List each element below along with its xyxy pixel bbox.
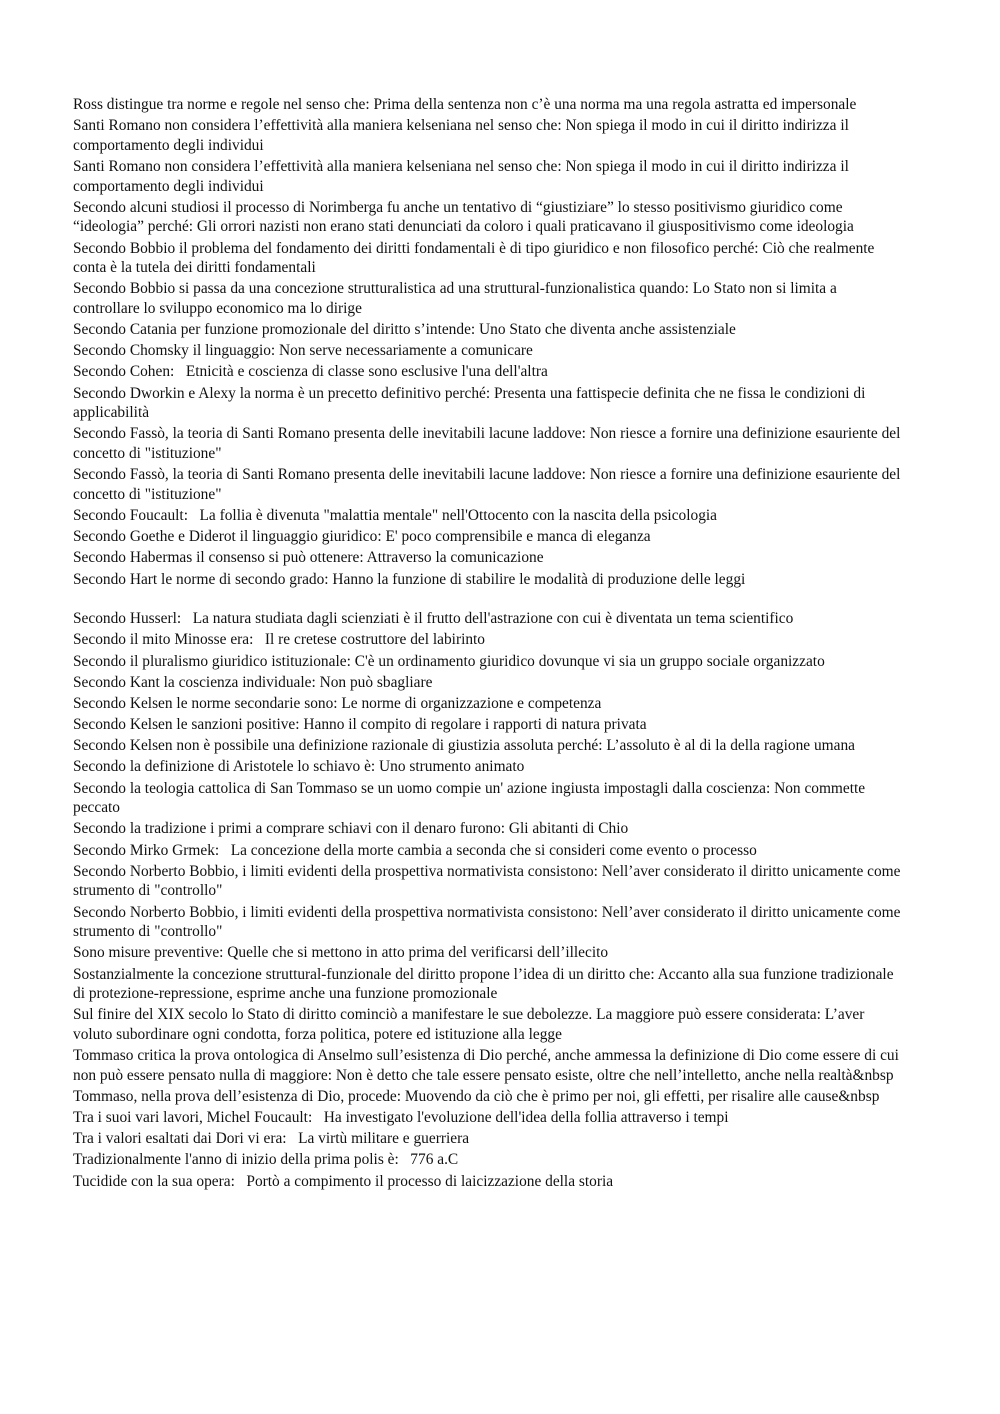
list-item: Tradizionalmente l'anno di inizio della prima polis è: 776 a.C [73,1151,459,1169]
list-item: Secondo Fassò, la teoria di Santi Romano presenta delle inevitabili lacune laddove: Non riesce a fornire una definizione esauriente del concetto di "istituzione" [73,425,905,463]
list-item: Secondo Hart le norme di secondo grado: Hanno la funzione di stabilire le modalità di produzione delle leggi [73,570,746,588]
list-item: Secondo Kelsen non è possibile una definizione razionale di giustizia assoluta perché: L’assoluto è al di la della ragione umana [73,737,855,755]
list-item: Sostanzialmente la concezione struttural-funzionale del diritto propone l’idea di un diritto che: Accanto alla sua funzione tradizionale di protezione-repressione, esprime anche una funzione promozionale [73,965,898,1003]
list-item: Secondo Bobbio si passa da una concezione strutturalistica ad una struttural-funzionalistica quando: Lo Stato non si limita a controllare lo sviluppo economico ma lo dirige [73,280,841,317]
list-item: Tra i suoi vari lavori, Michel Foucault: Ha investigato l'evoluzione dell'idea della follia attraverso i tempi [73,1109,729,1127]
list-item: Secondo Kant la coscienza individuale: Non può sbagliare [73,673,433,691]
list-item: Secondo Mirko Grmek: La concezione della morte cambia a seconda che si consideri come evento o processo [73,841,757,859]
list-item: Santi Romano non considera l’effettività alla maniera kelseniana nel senso che: Non spiega il modo in cui il diritto indirizza il comportamento degli individui [73,157,853,195]
list-item: Secondo Catania per funzione promozionale del diritto s’intende: Uno Stato che diventa anche assistenziale [73,321,736,339]
list-item: Secondo Norberto Bobbio, i limiti evidenti della prospettiva normativista consistono: Nell’aver considerato il diritto unicamente come strumento di "controllo" [73,903,905,941]
list-item: Secondo Norberto Bobbio, i limiti evidenti della prospettiva normativista consistono: Nell’aver considerato il diritto unicamente come strumento di "controllo" [73,862,905,900]
list-item: Secondo il mito Minosse era: Il re cretese costruttore del labirinto [73,631,486,649]
list-item: Secondo Cohen: Etnicità e coscienza di classe sono esclusive l'una dell'altra [73,363,548,381]
list-item: Secondo Fassò, la teoria di Santi Romano presenta delle inevitabili lacune laddove: Non riesce a fornire una definizione esauriente del concetto di "istituzione" [73,466,905,503]
list-item: Secondo la definizione di Aristotele lo schiavo è: Uno strumento animato [73,758,525,776]
list-item: Tucidide con la sua opera: Portò a compimento il processo di laicizzazione della storia [73,1172,614,1190]
list-item: Secondo Husserl: La natura studiata dagli scienziati è il frutto dell'astrazione con cui è diventata un tema scientifico [73,610,794,628]
list-item: Secondo la tradizione i primi a comprare schiavi con il denaro furono: Gli abitanti di Chio [73,820,629,838]
list-item: Secondo Chomsky il linguaggio: Non serve necessariamente a comunicare [73,342,533,360]
list-item: Tommaso, nella prova dell’esistenza di Dio, procede: Muovendo da ciò che è primo per noi, gli effetti, per risalire alle cause&nbsp [73,1087,880,1105]
list-item: Secondo Goethe e Diderot il linguaggio giuridico: E' poco comprensibile e manca di eleganza [73,528,651,546]
list-item: Secondo Foucault: La follia è divenuta "malattia mentale" nell'Ottocento con la nascita della psicologia [73,507,718,524]
list-item: Tra i valori esaltati dai Dori vi era: La virtù militare e guerriera [73,1130,470,1148]
list-item: Secondo la teologia cattolica di San Tommaso se un uomo compie un' azione ingiusta impostagli dalla coscienza: Non commette peccato [73,779,869,817]
list-item: Secondo Kelsen le sanzioni positive: Hanno il compito di regolare i rapporti di natura privata [73,716,647,734]
list-item: Sono misure preventive: Quelle che si mettono in atto prima del verificarsi dell’illecito [73,944,609,962]
quiz-answer-list [73,95,903,1193]
list-item: Ross distingue tra norme e regole nel senso che: Prima della sentenza non c’è una norma ma una regola astratta ed impersonale [73,96,857,113]
list-item: Secondo Bobbio il problema del fondamento dei diritti fondamentali è di tipo giuridico e non filosofico perché: Ciò che realmente conta è la tutela dei diritti fondamentali [73,239,879,277]
list-item: Secondo Dworkin e Alexy la norma è un precetto definitivo perché: Presenta una fattispecie definita che ne fissa le condizioni di applicabilità [73,384,870,422]
list-item: Secondo alcuni studiosi il processo di Norimberga fu anche un tentativo di “giustiziare” lo stesso positivismo giuridico come “ideologia” perché: Gli orrori nazisti non erano stati denunciati da coloro i quali praticavano il giuspositivismo come ideologia [73,198,854,236]
list-item: Secondo Kelsen le norme secondarie sono: Le norme di organizzazione e competenza [73,694,602,712]
list-item: Santi Romano non considera l’effettività alla maniera kelseniana nel senso che: Non spiega il modo in cui il diritto indirizza il comportamento degli individui [73,117,853,154]
list-item: Secondo Habermas il consenso si può ottenere: Attraverso la comunicazione [73,549,544,567]
list-item: Sul finire del XIX secolo lo Stato di diritto cominciò a manifestare le sue debolezze. La maggiore può essere considerata: L’aver voluto subordinare ogni condotta, forza politica, potere ed istituzione alla legge [73,1006,869,1043]
list-item: Secondo il pluralismo giuridico istituzionale: C'è un ordinamento giuridico dovunque vi sia un gruppo sociale organizzato [73,652,825,670]
list-item: Tommaso critica la prova ontologica di Anselmo sull’esistenza di Dio perché, anche ammessa la definizione di Dio come essere di cui non può essere pensato nulla di maggiore: Non è detto che tale essere pensato esiste, oltre che nell’intelletto, anche nella realtà&nbsp [73,1047,903,1084]
